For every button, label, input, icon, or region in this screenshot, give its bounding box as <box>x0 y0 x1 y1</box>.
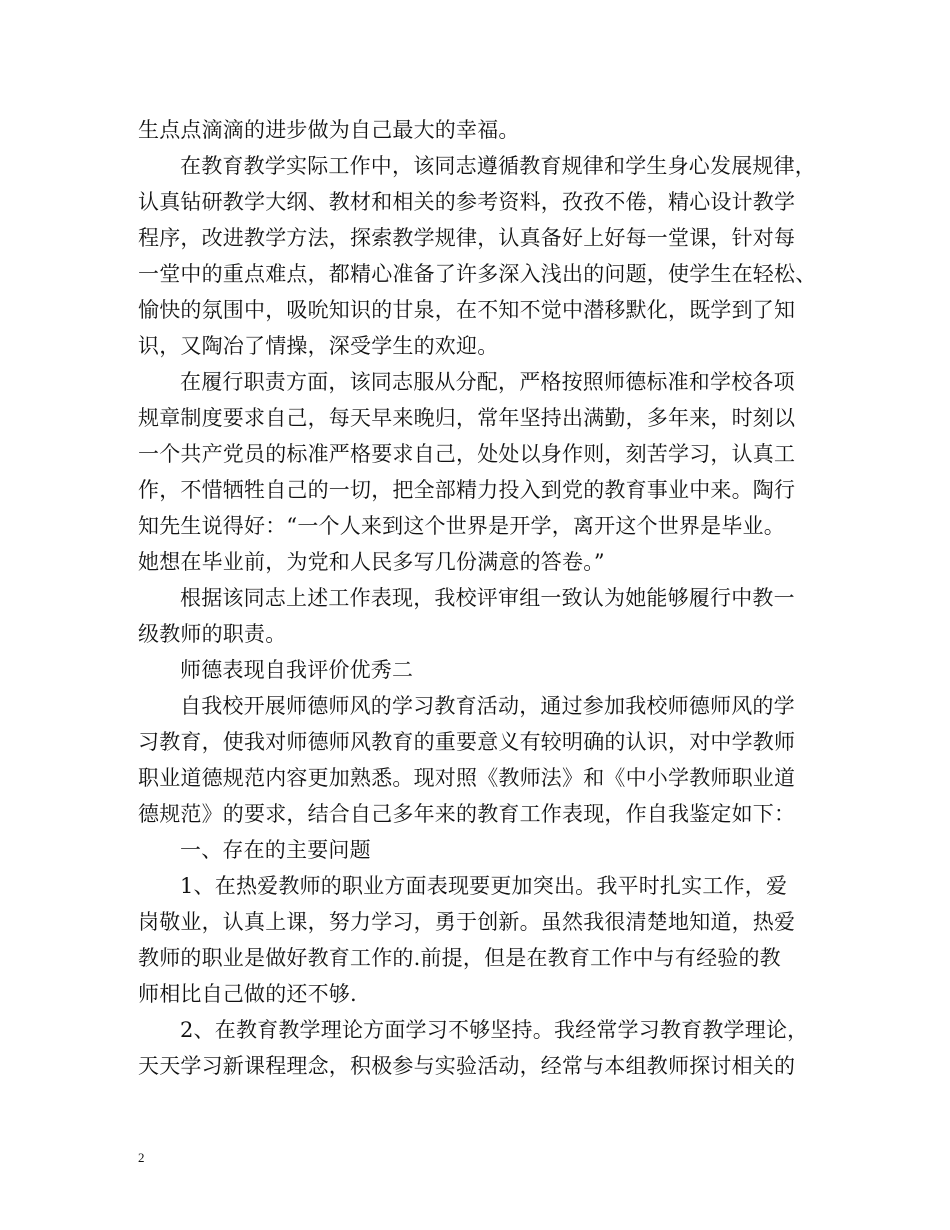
text-line: 一堂中的重点难点，都精心准备了许多深入浅出的问题，使学生在轻松、 <box>138 262 817 286</box>
text-line: 教师的职业是做好教育工作的.前提，但是在教育工作中与有经验的教 <box>138 946 781 970</box>
text-line: 认真钻研教学大纲、教材和相关的参考资料，孜孜不倦，精心设计教学 <box>138 190 796 214</box>
text-line: 2、在教育教学理论方面学习不够坚持。我经常学习教育教学理论， <box>180 1018 809 1042</box>
text-line: 识，又陶冶了情操，深受学生的欢迎。 <box>138 334 499 358</box>
text-line: 德规范》的要求，结合自己多年来的教育工作表现，作自我鉴定如下： <box>138 802 796 826</box>
text-line: 根据该同志上述工作表现，我校评审组一致认为她能够履行中教一 <box>180 586 795 610</box>
text-line: 岗敬业，认真上课，努力学习，勇于创新。虽然我很清楚地知道，热爱 <box>138 910 796 934</box>
text-line: 职业道德规范内容更加熟悉。现对照《教师法》和《中小学教师职业道 <box>138 766 796 790</box>
section-heading: 师德表现自我评价优秀二 <box>180 658 414 682</box>
text-line: 规章制度要求自己，每天早来晚归，常年坚持出满勤，多年来，时刻以 <box>138 406 796 430</box>
text-line: 师相比自己做的还不够. <box>138 982 357 1006</box>
text-line: 程序，改进教学方法，探索教学规律，认真备好上好每一堂课，针对每 <box>138 226 796 250</box>
text-line: 一个共产党员的标准严格要求自己，处处以身作则，刻苦学习，认真工 <box>138 442 796 466</box>
text-line: 生点点滴滴的进步做为自己最大的幸福。 <box>138 118 520 142</box>
text-line: 自我校开展师德师风的学习教育活动，通过参加我校师德师风的学 <box>180 694 795 718</box>
text-line: 习教育，使我对师德师风教育的重要意义有较明确的认识，对中学教师 <box>138 730 796 754</box>
page-number: 2 <box>138 1150 145 1165</box>
text-line: 她想在毕业前，为党和人民多写几份满意的答卷。” <box>138 550 605 574</box>
text-line: 1、在热爱教师的职业方面表现要更加突出。我平时扎实工作，爱 <box>180 874 788 898</box>
text-line: 在履行职责方面，该同志服从分配，严格按照师德标准和学校各项 <box>180 370 795 394</box>
text-line: 在教育教学实际工作中，该同志遵循教育规律和学生身心发展规律， <box>180 154 816 178</box>
text-line: 愉快的氛围中，吸吮知识的甘泉，在不知不觉中潜移默化，既学到了知 <box>138 298 796 322</box>
text-line: 天天学习新课程理念，积极参与实验活动，经常与本组教师探讨相关的 <box>138 1054 796 1078</box>
text-line: 知先生说得好：“一个人来到这个世界是开学，离开这个世界是毕业。 <box>138 514 785 538</box>
section-heading: 一、存在的主要问题 <box>180 838 371 862</box>
text-line: 级教师的职责。 <box>138 622 287 646</box>
text-line: 作，不惜牺牲自己的一切，把全部精力投入到党的教育事业中来。陶行 <box>138 478 796 502</box>
